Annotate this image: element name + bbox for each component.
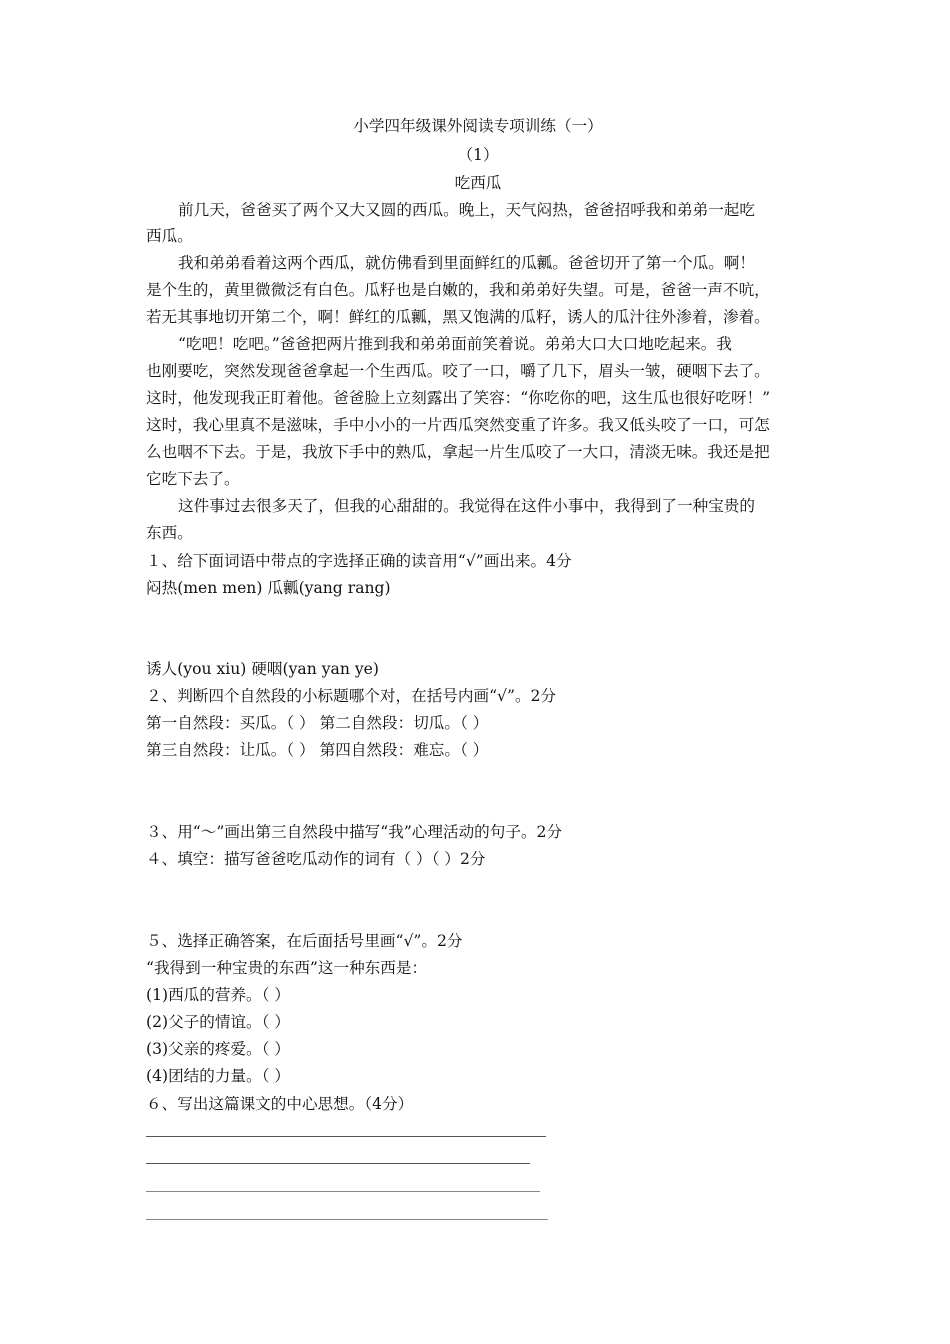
passage-line: 东西。 [146, 524, 193, 542]
passage-line: 这时，我心里真不是滋味，手中小小的一片西瓜突然变重了许多。我又低头咬了一口，可怎 [146, 416, 770, 434]
passage-line: 若无其事地切开第二个，啊！鲜红的瓜瓤，黑又饱满的瓜籽，诱人的瓜汁往外渗着，渗着。 [146, 308, 770, 326]
question-5-option: (4)团结的力量。（ ） [146, 1067, 290, 1085]
answer-line [146, 1219, 548, 1220]
question-5: ５、选择正确答案，在后面括号里画“√”。2分 [146, 932, 463, 950]
question-1-words-b: 诱人(you xiu) 硬咽(yan yan ye) [146, 660, 379, 678]
question-2-row-b: 第三自然段：让瓜。（ ） 第四自然段：难忘。（ ） [146, 741, 489, 759]
question-1: １、给下面词语中带点的字选择正确的读音用“√”画出来。4分 [146, 552, 572, 570]
passage-line: 西瓜。 [146, 227, 193, 245]
passage-line: 么也咽不下去。于是，我放下手中的熟瓜，拿起一片生瓜咬了一大口，清淡无味。我还是把 [146, 443, 770, 461]
question-5-option: (1)西瓜的营养。（ ） [146, 986, 290, 1004]
passage-line: 这时，他发现我正盯着他。爸爸脸上立刻露出了笑容：“你吃你的吧，这生瓜也很好吃呀！” [146, 389, 771, 407]
passage-line: 也刚要吃，突然发现爸爸拿起一个生西瓜。咬了一口，嚼了几下，眉头一皱，硬咽下去了。 [146, 362, 770, 380]
passage-line: 是个生的，黄里微微泛有白色。瓜籽也是白嫩的，我和弟弟好失望。可是，爸爸一声不吭， [146, 281, 770, 299]
question-2: ２、判断四个自然段的小标题哪个对，在括号内画“√”。2分 [146, 687, 557, 705]
question-5-option: (3)父亲的疼爱。（ ） [146, 1040, 290, 1058]
passage-line: 这件事过去很多天了，但我的心甜甜的。我觉得在这件小事中，我得到了一种宝贵的 [178, 497, 755, 515]
question-5-option: (2)父子的情谊。（ ） [146, 1013, 290, 1031]
exercise-number: （1） [457, 146, 499, 164]
question-2-row-a: 第一自然段：买瓜。（ ） 第二自然段：切瓜。（ ） [146, 714, 489, 732]
question-4: ４、填空：描写爸爸吃瓜动作的词有（ ）（ ）2分 [146, 850, 486, 868]
answer-line [146, 1191, 540, 1192]
answer-line [146, 1163, 530, 1164]
question-1-words-a: 闷热(men men) 瓜瓤(yang rang) [146, 579, 391, 597]
answer-line [146, 1136, 546, 1137]
question-3: ３、用“～”画出第三自然段中描写“我”心理活动的句子。2分 [146, 823, 563, 841]
passage-line: 我和弟弟看着这两个西瓜，就仿佛看到里面鲜红的瓜瓤。爸爸切开了第一个瓜。啊！ [178, 254, 755, 272]
passage-line: “吃吧！吃吧。”爸爸把两片推到我和弟弟面前笑着说。弟弟大口大口地吃起来。我 [178, 335, 732, 353]
document-title: 小学四年级课外阅读专项训练（一） [353, 117, 603, 135]
question-6: ６、写出这篇课文的中心思想。（4分） [146, 1095, 414, 1113]
story-title: 吃西瓜 [454, 174, 502, 192]
passage-line: 它吃下去了。 [146, 470, 240, 488]
passage-line: 前几天，爸爸买了两个又大又圆的西瓜。晚上，天气闷热，爸爸招呼我和弟弟一起吃 [178, 201, 755, 219]
question-5-stem: “我得到一种宝贵的东西”这一种东西是： [146, 959, 428, 977]
